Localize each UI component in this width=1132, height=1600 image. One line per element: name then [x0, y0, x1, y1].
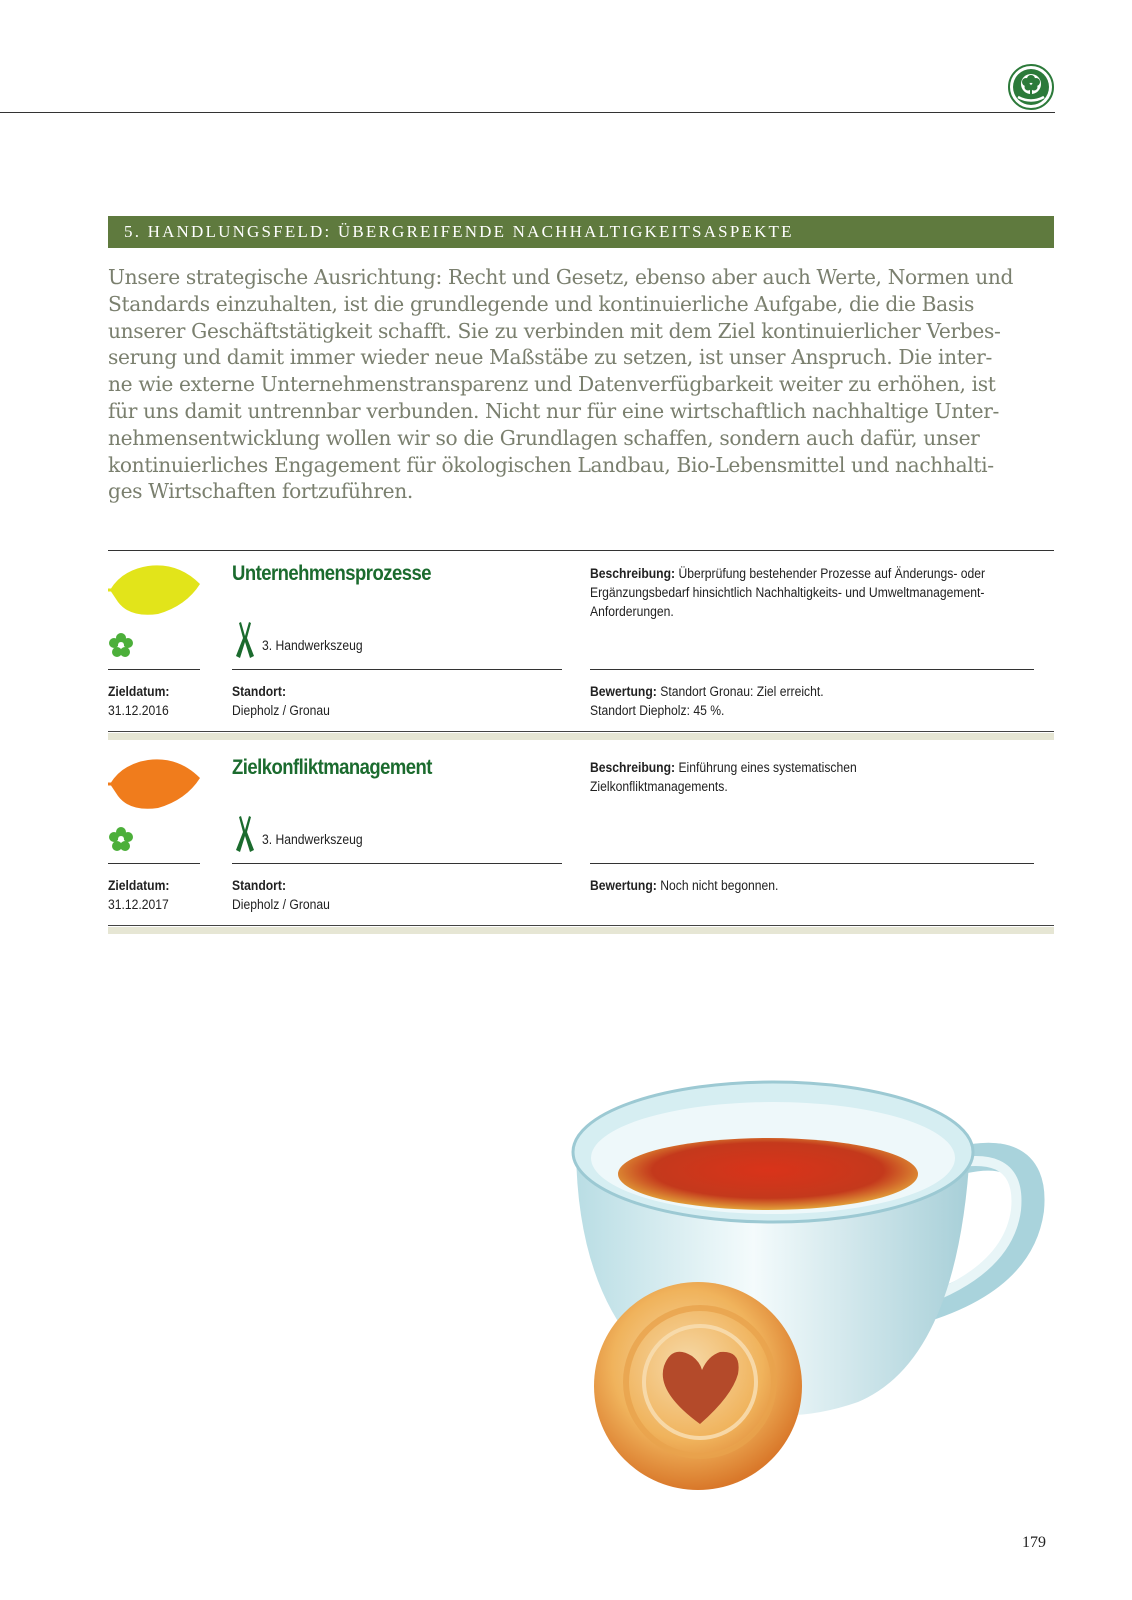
zieldatum-value: 31.12.2016: [108, 703, 169, 718]
intro-paragraph: [108, 264, 1014, 505]
goal-title: Zielkonfliktmanagement: [232, 756, 432, 779]
description-line: Anforderungen.: [590, 604, 674, 619]
lebensbaum-logo-icon: [1008, 64, 1054, 110]
bewertung-line: Standort Gronau: Ziel erreicht.: [660, 684, 824, 699]
divider: [108, 863, 200, 864]
divider: [108, 669, 200, 670]
goal-description: [590, 758, 991, 796]
leaf-shape: [110, 565, 200, 614]
intro-line: Unsere strategische Ausrichtung: Recht und Gesetz, ebenso aber auch Werte, Normen und: [108, 265, 1014, 289]
goal-unternehmensprozesse: [108, 550, 1054, 742]
description-label: Beschreibung:: [590, 566, 676, 581]
divider: [232, 863, 562, 864]
goal-description: [590, 564, 991, 621]
header-rule: [0, 112, 1055, 113]
section-title: 5. HANDLUNGSFELD: ÜBERGREIFENDE NACHHALTIGKEITSASPEKTE: [108, 216, 1054, 248]
pliers-icon: [232, 622, 258, 658]
standort-label: Standort:: [232, 878, 286, 893]
intro-line: serung und damit immer wieder neue Maßstäbe zu setzen, ist unser Anspruch. Die inter-: [108, 345, 992, 370]
zieldatum-block: [108, 682, 169, 720]
divider: [232, 669, 562, 670]
goal-category: 3. Handwerkszeug: [262, 832, 363, 847]
standort-label: Standort:: [232, 684, 286, 699]
standort-block: [232, 682, 330, 720]
standort-block: [232, 876, 330, 914]
bewertung-line: Standort Diepholz: 45 %.: [590, 703, 725, 718]
zieldatum-value: 31.12.2017: [108, 897, 169, 912]
divider: [590, 669, 1034, 670]
page-number: 179: [1022, 1534, 1046, 1551]
goal-top-rule: [108, 550, 1054, 551]
intro-line: unserer Geschäftstätigkeit schafft. Sie zu verbinden mit dem Ziel kontinuierlicher Verbes-: [108, 318, 1001, 343]
description-line: Überprüfung bestehender Prozesse auf Änderungs- oder: [678, 566, 986, 581]
intro-line: für uns damit untrennbar verbunden. Nicht nur für eine wirtschaftlich nachhaltige Unter-: [108, 398, 999, 423]
clover-icon: [108, 632, 134, 658]
intro-line: Standards einzuhalten, ist die grundlegende und kontinuierliche Aufgabe, die die Basis: [108, 291, 974, 316]
zieldatum-label: Zieldatum:: [108, 878, 170, 893]
intro-line: ne wie externe Unternehmenstransparenz und Datenverfügbarkeit weiter zu erhöhen, ist: [108, 372, 996, 397]
standort-value: Diepholz / Gronau: [232, 703, 330, 718]
zieldatum-label: Zieldatum:: [108, 684, 170, 699]
standort-value: Diepholz / Gronau: [232, 897, 330, 912]
goal-bottom-band: [108, 927, 1054, 934]
leaf-icon: [108, 562, 202, 618]
pliers-icon: [232, 816, 258, 852]
goal-bottom-rule: [108, 731, 1054, 732]
leaf-icon: [108, 756, 202, 812]
tea-cup-illustration: [568, 1040, 1068, 1530]
clover-icon: [108, 826, 134, 852]
bewertung-block: [590, 876, 778, 895]
bewertung-label: Bewertung:: [590, 684, 657, 699]
intro-line: kontinuierliches Engagement für ökologischen Landbau, Bio-Lebensmittel und nachhalti-: [108, 452, 994, 477]
description-line: Ergänzungsbedarf hinsichtlich Nachhaltigkeits- und Umweltmanagement-: [590, 585, 985, 600]
bewertung-block: [590, 682, 824, 720]
leaf-shape: [110, 759, 200, 808]
zieldatum-block: [108, 876, 169, 914]
bewertung-label: Bewertung:: [590, 878, 657, 893]
bewertung-line: Noch nicht begonnen.: [660, 878, 779, 893]
intro-line: ges Wirtschaften fortzuführen.: [108, 479, 413, 504]
goal-bottom-rule: [108, 925, 1054, 926]
goal-zielkonfliktmanagement: [108, 744, 1054, 936]
divider: [590, 863, 1034, 864]
intro-line: nehmensentwicklung wollen wir so die Grundlagen schaffen, sondern auch dafür, unser: [108, 425, 980, 450]
goal-category: 3. Handwerkszeug: [262, 638, 363, 653]
description-line: Einführung eines systematischen Zielkonfliktmanagements.: [590, 760, 857, 794]
goal-bottom-band: [108, 733, 1054, 740]
description-label: Beschreibung:: [590, 760, 676, 775]
goal-title: Unternehmensprozesse: [232, 562, 431, 585]
